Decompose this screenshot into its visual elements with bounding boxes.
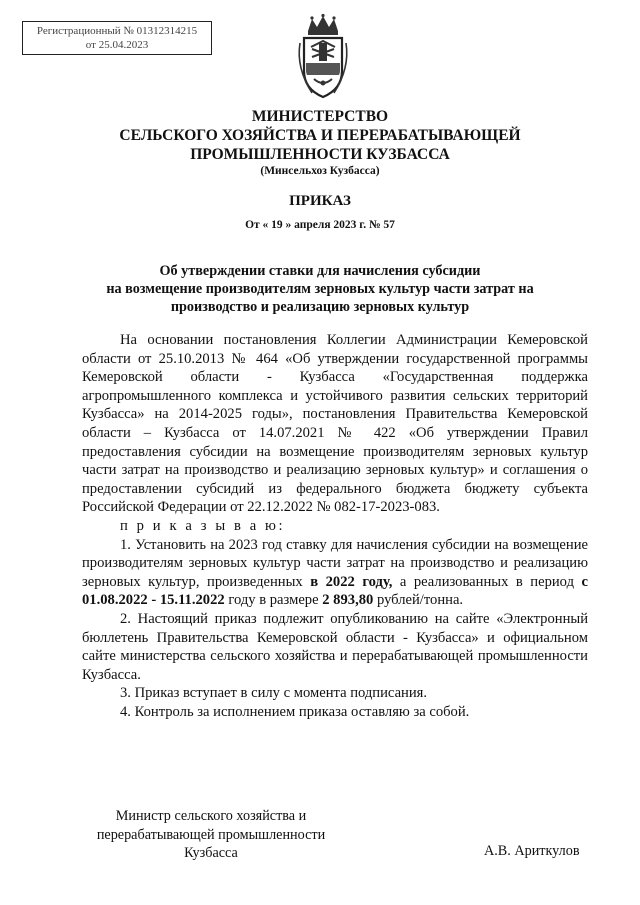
item1-period: с 01.08.2022 - 15.11.2022: [82, 573, 588, 609]
position-line-1: Министр сельского хозяйства и: [115, 808, 307, 824]
order-body: [82, 331, 588, 721]
registration-stamp: [22, 21, 212, 55]
ministry-line-3: ПРОМЫШЛЕННОСТИ КУЗБАССА: [190, 146, 450, 163]
ministry-short-name: (Минсельхоз Кузбасса): [260, 165, 380, 177]
item1-text-d: рублей/тонна.: [373, 592, 464, 609]
order-item-4: 4. Контроль за исполнением приказа оставляю за собой.: [120, 703, 470, 720]
subject-line-3: производство и реализацию зерновых культур: [170, 299, 470, 315]
order-subject: [60, 262, 580, 316]
position-line-3: Кузбасса: [184, 845, 238, 861]
ministry-line-2: СЕЛЬСКОГО ХОЗЯЙСТВА И ПЕРЕРАБАТЫВАЮЩЕЙ: [119, 127, 521, 144]
item1-rate: 2 893,80: [322, 592, 374, 609]
position-line-2: перерабатывающей промышленности: [96, 826, 326, 843]
signatory-name: А.В. Ариткулов: [484, 843, 580, 859]
subject-line-2: на возмещение производителям зерновых культур части затрат на: [106, 281, 534, 297]
order-item-1: [82, 536, 588, 610]
item1-year: в 2022 году,: [310, 573, 393, 590]
item1-text-c: году в размере: [224, 592, 323, 609]
registration-number: Регистрационный № 01312314215: [36, 25, 198, 37]
preamble-paragraph: На основании постановления Коллегии Администрации Кемеровской области от 25.10.2013 № 464 «Об утверждении государственной программы Кемеровской области - Кузбасса «Государственная поддержка агропромышленного комплекса и устойчивого развития сельских территорий Кузбасса» на 2014-2025 годы», постановления Правительства Кемеровской области – Кузбасса от 14.07.2021 № 422 «Об утверждении Правил предоставления субсидии на возмещение производителям зерновых культур части затрат на производство и реализацию зерновых культур» и соглашения о предоставлении субсидий из федерального бюджета бюджету субъекта Российской Федерации от 22.12.2022 № 082-17-2023-083.: [82, 332, 588, 516]
signatory-position: [86, 807, 336, 863]
subject-line-1: Об утверждении ставки для начисления субсидии: [159, 263, 481, 279]
ministry-header: [0, 107, 640, 179]
order-date-number: От « 19 » апреля 2023 г. № 57: [245, 219, 395, 231]
order-title: ПРИКАЗ: [289, 193, 351, 209]
item1-text-a: 1. Установить на 2023 год ставку для начисления субсидии на возмещение производителям зерновых культур части затрат на производство и реализацию зерновых культур, произведенных: [82, 536, 588, 590]
registration-date: от 25.04.2023: [85, 39, 149, 51]
order-item-2: 2. Настоящий приказ подлежит опубликованию на сайте «Электронный бюллетень Правительства Кемеровской области - Кузбасса» и официальном сайте министерства сельского хозяйства и перерабатывающей промышленности Кузбасса.: [82, 610, 588, 683]
prikazyvayu-line: п р и к а з ы в а ю:: [120, 517, 286, 534]
ministry-line-1: МИНИСТЕРСТВО: [251, 108, 389, 125]
kuzbass-coat-of-arms-icon: [294, 13, 352, 101]
item1-text-b: а реализованных в период: [392, 573, 582, 590]
order-item-3: 3. Приказ вступает в силу с момента подписания.: [120, 685, 428, 702]
